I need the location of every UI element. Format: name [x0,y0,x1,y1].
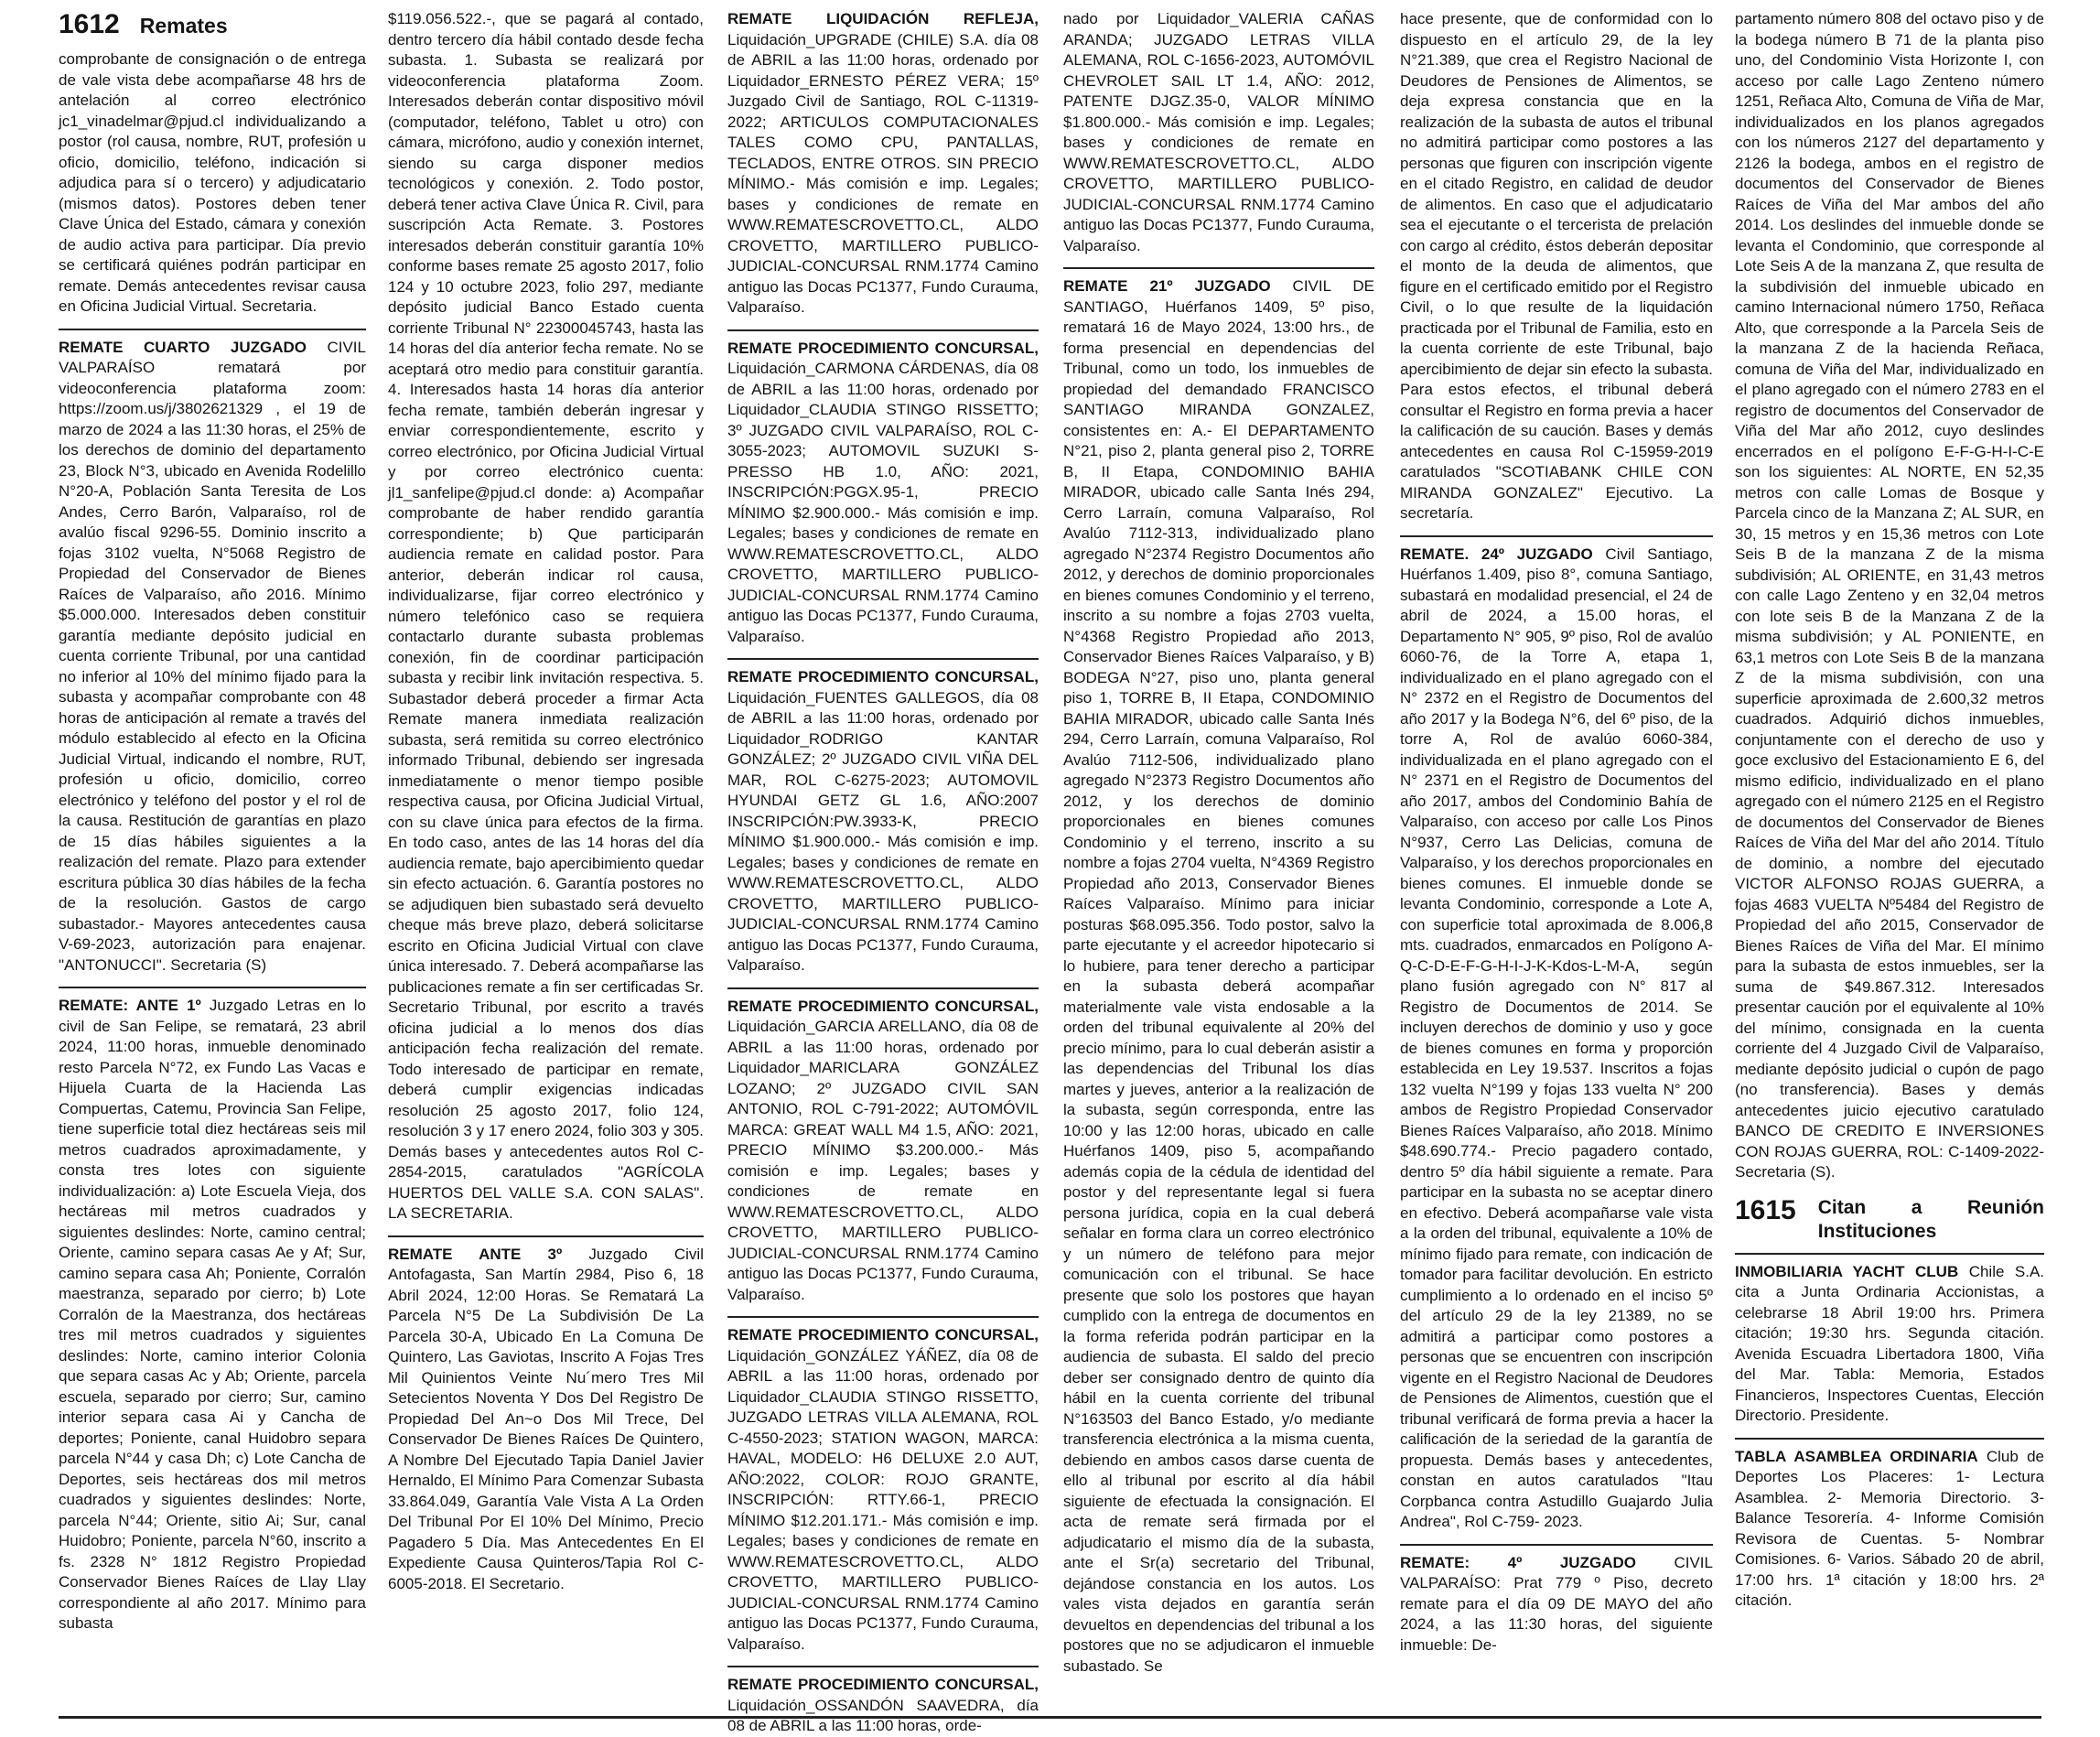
notice-lead: REMATE PROCEDIMIENTO CONCURSAL, [727,668,1039,685]
notice-lead: REMATE. 24º JUZGADO [1400,545,1593,563]
notice-lead: REMATE: 4º JUZGADO [1400,1553,1636,1571]
notice-body: Liquidación_GONZÁLEZ YÁÑEZ, día 08 de ABRIL a las 11:00 horas, ordenado por Liquidador_CLAUDIA STINGO RISSETTO, JUZGADO LETRAS VILLA ALEMANA, ROL C-4550-2023; STATION WAGON, MARCA: HAVAL, MODELO: H6 DELUXE 2.0 AUT, AÑO:2022, COLOR: ROJO GRANTE, INSCRIPCIÓN: RTTY.66-1, PRECIO MÍNIMO $12.201.171.- Más comisión e imp. Legales; bases y condiciones de remate en WWW.REMATESCROVETTO.CL, ALDO CROVETTO, MARTILLERO PUBLICO-JUDICIAL-CONCURSAL RNM.1774 Camino antiguo las Docas PC1377, Fundo Curauma, Valparaíso. [727,1346,1039,1653]
divider [1735,1438,2044,1440]
notice [727,339,1039,648]
section-number: 1612 [59,9,120,39]
notice-lead: REMATE PROCEDIMIENTO CONCURSAL, [727,1326,1039,1343]
notice [1400,1553,1713,1656]
divider [59,987,366,988]
notice [727,997,1039,1306]
bottom-rule [59,1716,2041,1719]
notice-lead: REMATE LIQUIDACIÓN REFLEJA, [727,10,1039,27]
divider [727,329,1039,331]
notice-continuation: comprobante de consignación o de entrega de vale vista debe acompañarse 48 hrs de antelación al correo electrónico jc1_vinadelmar@pjud.cl individualizando a postor (rol causa, nombre, RUT, profesión u oficio, domicilio, teléfono, indicación si adjudica para sí o tercero) y adjudicatario (mismos datos). Postores deben tener Clave Única del Estado, cámara y conexión de audio activa para participar. Día previo se certificará quiénes podrán participar en remate. Demás antecedentes revisar causa en Oficina Judicial Virtual. Secretaria. [59,50,366,315]
section-title: Citan a Reunión Instituciones [1817,1196,2044,1242]
notice-body: Liquidación_FUENTES GALLEGOS, día 08 de ABRIL a las 11:00 horas, ordenado por Liquidador_RODRIGO KANTAR GONZÁLEZ; 2º JUZGADO CIVIL VIÑA DEL MAR, ROL C-6275-2023; AUTOMOVIL HYUNDAI GETZ GL 1.6, AÑO:2007 INSCRIPCIÓN:PW.3933-K, PRECIO MÍNIMO $1.900.000.- Más comisión e imp. Legales; bases y condiciones de remate en WWW.REMATESCROVETTO.CL, ALDO CROVETTO, MARTILLERO PUBLICO-JUDICIAL-CONCURSAL RNM.1774 Camino antiguo las Docas PC1377, Fundo Curauma, Valparaíso. [727,688,1039,974]
divider [727,658,1039,660]
column-4 [1063,9,1374,1710]
column-2 [388,9,704,1710]
column-5 [1400,9,1713,1710]
notice [388,1245,704,1595]
notice-lead: TABLA ASAMBLEA ORDINARIA [1735,1447,1978,1465]
notice-body: Liquidación_UPGRADE (CHILE) S.A. día 08 de ABRIL a las 11:00 horas, ordenado por Liquidador_ERNESTO PÉREZ VERA; 15º Juzgado Civil de Santiago, ROL C-11319-2022; ARTICULOS COMPUTACIONALES TALES COMO CPU, PANTALLAS, TECLADOS, ENTRE OTROS. SIN PRECIO MÍNIMO.- Más comisión e imp. Legales; bases y condiciones de remate en WWW.REMATESCROVETTO.CL, ALDO CROVETTO, MARTILLERO PUBLICO-JUDICIAL-CONCURSAL RNM.1774 Camino antiguo las Docas PC1377, Fundo Curauma, Valparaíso. [727,30,1039,316]
notice-lead: REMATE PROCEDIMIENTO CONCURSAL, [727,997,1039,1015]
divider [1400,1544,1713,1546]
notice [1735,1262,2044,1427]
notice-lead: REMATE: ANTE 1º [59,997,201,1014]
notice [59,996,366,1635]
divider [727,1666,1039,1667]
notice [1735,1447,2044,1612]
column-6 [1735,9,2044,1710]
notice-body: CIVIL DE SANTIAGO, Huérfanos 1409, 5º piso, rematará 16 de Mayo 2024, 13:00 hrs., de forma presencial en dependencias del Tribunal, como un todo, los inmuebles de propiedad del demandado FRANCISCO SANTIAGO MIRANDA GONZALEZ, consistentes en: A.- El DEPARTAMENTO N°21, piso 2, planta general piso 2, TORRE B, II Etapa, CONDOMINIO BAHIA MIRADOR, ubicado calle Santa Inés 294, Cerro Larraín, comuna Valparaíso, Rol Avalúo 7112-313, individualizado plano agregado N°2374 Registro Documentos año 2012, y derechos de dominio proporcionales en bienes comunes Condominio y el terreno, inscrito a su nombre a fojas 2703 vuelta, N°4368 Registro Propiedad año 2013, Conservador Bienes Raíces Valparaíso, y B) BODEGA N°27, piso uno, planta general piso 1, TORRE B, II Etapa, CONDOMINIO BAHIA MIRADOR, ubicado calle Santa Inés 294, Cerro Larraín, comuna Valparaíso, Rol Avalúo 7112-506, individualizado plano agregado N°2373 Registro Documentos año 2012, y los derechos de dominio proporcionales en bienes comunes Condominio y el terreno, inscrito a su nombre a fojas 2704 vuelta, N°4369 Registro Propiedad año 2013, Conservador Bienes Raíces Valparaíso. Mínimo para iniciar posturas $68.095.356. Todo postor, salvo la parte ejecutante y el acreedor hipotecario si lo hubiere, para tener derecho a participar en la subasta deberá acompañar materialmente vale vista endosable a la orden del tribunal equivalente al 20% del precio mínimo, para lo cual deberán asistir a las dependencias del Tribunal los días martes y jueves, anterior a la realización de la subasta, según corresponda, entre las 10:00 y las 12:00 horas, ubicado en calle Huérfanos 1409, piso 5, acompañando además copia de la cédula de identidad del postor y del representante legal si fuera persona jurídica, copia en la cual deberá señalar en forma clara un correo electrónico y un número de teléfono para mejor comunicación con el tribunal. Se hace presente que solo los postores que hayan cumplido con la entrega de documentos en la forma referida podrán participar en la audiencia de subasta. El saldo del precio deber ser consignado dentro de quinto día hábil en la cuenta corriente del tribunal N°163503 del Banco Estado, y/o mediante transferencia electrónica a la misma cuenta, debiendo en ambos casos darse cuenta de ello al tribunal por escrito al día hábil siguiente de efectuada la consignación. El acta de remate será firmada por el adjudicatario el mismo día de la subasta, ante el Sr(a) secretario del Tribunal, dejándose constancia en los autos. Los vales vista dejados en garantía serán devueltos en dependencias del tribunal a los postores que no se adjudicaron el inmueble subastado. Se [1063,277,1374,1675]
notice [59,338,366,976]
section-header [59,9,366,40]
notice-lead: REMATE ANTE 3º [388,1245,563,1263]
divider [727,987,1039,989]
section-number: 1615 [1735,1194,1796,1225]
notice [1063,276,1374,1677]
notice-body: Juzgado Letras en lo civil de San Felipe, se rematará, 23 abril 2024, 11:00 horas, inmueble denominado resto Parcela N°72, ex Fundo Las Vacas e Hijuela Cuarta de la Hacienda Las Compuertas, Catemu, Provincia San Felipe, tiene superficie total diez hectáreas seis mil metros cuadrados aproximadamente, y consta tres lotes con siguiente individualización: a) Lote Escuela Vieja, dos hectáreas mil metros cuadrados y siguientes deslindes: Norte, camino central; Oriente, camino separa casas Ae y Af; Sur, camino separa casa Ah; Poniente, Corralón maestranza, separado por cierro; b) Lote Corralón de la Maestranza, dos hectáreas tres mil metros cuadrados y siguientes deslindes: Norte, camino interior Colonia que separa casas Ac y Ab; Oriente, parcela escuela, separado por cierro; Sur, camino interior separa casa Ai y Cancha de deportes; Poniente, canal Huidobro separa parcela N°44 y casa Dh; c) Lote Cancha de Deportes, seis hectáreas dos mil metros cuadrados y siguientes deslindes: Norte, parcela N°44; Oriente, sitio Ai; Sur, canal Huidobro; Poniente, parcela N°60, inscrito a fs. 2328 N° 1812 Registro Propiedad Conservador Bienes Raíces de Llay Llay correspondiente al año 2017. Mínimo para subasta [59,997,366,1632]
divider [388,1235,704,1237]
divider [1735,1253,2044,1255]
notice-lead: REMATE CUARTO JUZGADO [59,338,307,356]
notice-lead: REMATE 21º JUZGADO [1063,277,1271,295]
notice-lead: INMOBILIARIA YACHT CLUB [1735,1262,1959,1280]
notice-body: Juzgado Civil Antofagasta, San Martín 2984, Piso 6, 18 Abril 2024, 12:00 Horas. Se Rematará La Parcela N°5 De La Subdivisión De La Parcela 30-A, Ubicado En La Comuna De Quintero, Las Gaviotas, Inscrito A Fojas Tres Mil Quinientos Veinte Nu´mero Tres Mil Setecientos Noventa Y Dos Del Registro De Propiedad Del An~o Dos Mil Trece, Del Conservador De Bienes Raíces De Quintero, A Nombre Del Ejecutado Tapia Daniel Javier Hernaldo, El Mínimo Para Comenzar Subasta 33.864.049, Garantía Vale Vista A La Orden Del Tribunal Por El 10% Del Mínimo, Precio Pagadero 5 Día. Mas Antecedentes En El Expediente Causa Quinteros/Tapia Rol C-6005-2018. El Secretario. [388,1245,704,1592]
divider [59,329,366,330]
notice-body: Liquidación_GARCIA ARELLANO, día 08 de ABRIL a las 11:00 horas, ordenado por Liquidador_MARICLARA GONZÁLEZ LOZANO; 2º JUZGADO CIVIL SAN ANTONIO, ROL C-791-2022; AUTOMÓVIL MARCA: GREAT WALL M4 1.5, AÑO: 2021, PRECIO MÍNIMO $3.200.000.- Más comisión e imp. Legales; bases y condiciones de remate en WWW.REMATESCROVETTO.CL, ALDO CROVETTO, MARTILLERO PUBLICO-JUDICIAL-CONCURSAL RNM.1774 Camino antiguo las Docas PC1377, Fundo Curauma, Valparaíso. [727,1018,1039,1303]
divider [727,1316,1039,1318]
notice-lead: REMATE PROCEDIMIENTO CONCURSAL, [727,339,1039,357]
notice [727,1325,1039,1655]
divider [1063,267,1374,269]
notice [727,667,1039,976]
notice-body: CIVIL VALPARAÍSO rematará por videoconferencia plataforma zoom: https://zoom.us/j/3802621329 , el 19 de marzo de 2024 a las 11:30 horas, el 25% de los derechos de dominio del departamento 23, Block N°3, ubicado en Avenida Rodelillo N°20-A, Población Santa Teresita de Los Andes, Cerro Barón, Valparaíso, rol de avalúo fiscal 9296-55. Dominio inscrito a fojas 3102 vuelta, N°5068 Registro de Propiedad del Conservador de Bienes Raíces de Valparaíso, año 2016. Mínimo $5.000.000. Interesados deben constituir garantía mediante depósito judicial en cuenta corriente Tribunal, por una cantidad no inferior al 10% del mínimo fijado para la subasta y acompañar comprobante con 48 horas de anticipación al remate a través del módulo establecido al efecto en la Oficina Judicial Virtual, indicando el nombre, RUT, profesión u oficio, domicilio, correo electrónico y teléfono del postor y el rol de la causa. Restitución de garantías en plazo de 15 días hábiles siguientes a la realización del remate. Plazo para extender escritura pública 30 días hábiles de la fecha de la resolución. Gastos de cargo subastador.- Mayores antecedentes causa V-69-2023, autorización para enajenar. "ANTONUCCI". Secretaria (S) [59,338,366,974]
notice-body: Liquidación_CARMONA CÁRDENAS, día 08 de ABRIL a las 11:00 horas, ordenado por Liquidador_CLAUDIA STINGO RISSETTO; 3º JUZGADO CIVIL VALPARAÍSO, ROL C-3055-2023; AUTOMOVIL SUZUKI S-PRESSO HB 1.0, AÑO: 2021, INSCRIPCIÓN:PGGX.95-1, PRECIO MÍNIMO $2.900.000.- Más comisión e imp. Legales; bases y condiciones de remate en WWW.REMATESCROVETTO.CL, ALDO CROVETTO, MARTILLERO PUBLICO-JUDICIAL-CONCURSAL RNM.1774 Camino antiguo las Docas PC1377, Fundo Curauma, Valparaíso. [727,360,1039,645]
notice-body: Club de Deportes Los Placeres: 1- Lectura Asamblea. 2- Memoria Directorio. 3- Balance Tesorería. 4- Informe Comisión Revisora de Cuentas. 5- Nombrar Comisiones. 6- Varios. Sábado 20 de abril, 17:00 hrs. 1ª citación y 18:00 hrs. 2ª citación. [1735,1447,2044,1609]
notice-body: CIVIL VALPARAÍSO: Prat 779 º Piso, decreto remate para el día 09 DE MAYO del año 2024, a las 11:30 horas, del siguiente inmueble: De- [1400,1553,1713,1654]
notice [727,9,1039,318]
notice-body: Civil Santiago, Huérfanos 1.409, piso 8°, comuna Santiago, subastará en modalidad presencial, el 24 de abril de 2024, a 15.00 horas, el Departamento N° 905, 9º piso, Rol de avalúo 6060-76, de la Torre A, etapa 1, individualizado en el plano agregado con el N° 2372 en el Registro de Documentos del año 2017 y la Bodega N°6, del 6º piso, de la torre A, Rol de avalúo 6060-384, individualizada en el plano agregado con el N° 2371 en el Registro de Documentos del año 2017, ambos del Condominio Bahía de Valparaíso, con acceso por calle Los Pinos N°937, Cerro Las Delicias, comuna de Valparaíso, y los derechos proporcionales en bienes comunes. El inmueble donde se levanta Condominio, corresponde a Lote A, con superficie total aproximada de 8.006,8 mts. cuadrados, enmarcados en Polígono A-Q-C-D-E-F-G-H-I-J-K-Kdos-L-M-A, según plano fusión agregado con N° 817 al Registro de Documentos de 2014. Se incluyen derechos de dominio y uso y goce de bienes comunes en forma y proporción establecida en Ley 19.537. Inscritos a fojas 132 vuelta N°199 y fojas 133 vuelta N° 200 ambos de Registro Propiedad Conservador Bienes Raíces Valparaíso, año 2018. Mínimo $48.690.774.- Precio pagadero contado, dentro 5º día hábil siguiente a remate. Para participar en la subasta no se aceptar dinero en efectivo. Deberá acompañarse vale vista a la orden del tribunal, equivalente a 10% de mínimo fijado para remate, con indicación de tomador para facilitar devolución. En estricto cumplimiento a lo ordenado en el inciso 5º del artículo 29 de la ley 21389, no se admitirá a participar como postores a personas que se encuentren con inscripción vigente en el Registro Nacional de Deudores de Pensiones de Alimentos, cuestión que el tribunal verificará de forma previa a hacer la calificación de la seriedad de la garantía de propuesta. Demás bases y antecedentes, constan en autos caratulados "Itau Corpbanca contra Astudillo Guajardo Julia Andrea", Rol C-759- 2023. [1400,545,1713,1530]
notice-continuation: $119.056.522.-, que se pagará al contado, dentro tercero día hábil contado desde fecha subasta. 1. Subasta se realizará por videoconferencia plataforma Zoom. Interesados deberán contar dispositivo móvil (computador, teléfono, Tablet u otro) con cámara, micrófono, audio y conexión internet, siendo su carga disponer medios tecnológicos y conexión. 2. Todo postor, deberá tener activa Clave Única R. Civil, para suscripción Acta Remate. 3. Postores interesados deberán constituir garantía 10% conforme bases remate 25 agosto 2017, folio 124 y 10 octubre 2023, folio 297, mediante depósito judicial Banco Estado cuenta corriente Tribunal N° 22300045743, hasta las 14 horas del día anterior fecha remate. No se aceptará otro medio para constituir garantía. 4. Interesados hasta 14 horas día anterior fecha remate, también deberán ingresar y enviar correspondientemente, escrito y correo electrónico, por Oficina Judicial Virtual y por correo electrónico cuenta: jl1_sanfelipe@pjud.cl donde: a) Acompañar comprobante de haber rendido garantía correspondiente; b) Que participarán audiencia remate en calidad postor. Para anterior, deberán indicar rol causa, individualizarse, fijar correo electrónico y número telefónico caso se requiera contactarlo durante subasta problemas conexión, fin de coordinar participación subasta y recibir link invitación respectiva. 5. Subastador deberá proceder a firmar Acta Remate manera inmediata realización subasta, será remitida su correo electrónico informado Tribunal, debiendo ser ingresada inmediatamente o menor tiempo posible respectiva causa, por Oficina Judicial Virtual, con su clave única para efectos de la firma. En todo caso, antes de las 14 horas del día audiencia remate, bajo apercibimiento quedar sin efecto actuación. 6. Garantía postores no se adjudiquen bien subastado será devuelto cheque más breve plazo, deberá solicitarse escrito en Oficina Judicial Virtual con clave única interesado. 7. Deberá acompañarse las publicaciones remate a fin ser certificadas Sr. Secretario Tribunal, por escrito a través oficina judicial a lo menos dos días anticipación fecha realización del remate. Todo interesado de participar en remate, deberá cumplir exigencias indicadas resolución 25 agosto 2017, folio 124, resolución 3 y 17 enero 2024, folio 303 y 305. Demás bases y antecedentes autos Rol C-2854-2015, caratulados "AGRÍCOLA HUERTOS DEL VALLE S.A. CON SALAS". LA SECRETARIA. [388,10,704,1222]
notice [1400,545,1713,1533]
column-1 [59,9,366,1710]
notice-body: Chile S.A. cita a Junta Ordinaria Accionistas, a celebrarse 18 Abril 19:00 hrs. Primera citación; 19:30 hrs. Segunda citación. Avenida Escuadra Libertadora 1800, Viña del Mar. Tabla: Memoria, Estados Financieros, Inspectores Cuentas, Elección Directorio. Presidente. [1735,1262,2045,1424]
section-header-2 [1735,1196,2044,1244]
notice-lead: REMATE PROCEDIMIENTO CONCURSAL, [727,1676,1039,1693]
notice-continuation: nado por Liquidador_VALERIA CAÑAS ARANDA; JUZGADO LETRAS VILLA ALEMANA, ROL C-1656-2023, AUTOMÓVIL CHEVROLET SAIL LT 1.4, AÑO: 2012, PATENTE DJGZ.35-0, VALOR MÍNIMO $1.800.000.- Más comisión e imp. Legales; bases y condiciones de remate en WWW.REMATESCROVETTO.CL, ALDO CROVETTO, MARTILLERO PUBLICO-JUDICIAL-CONCURSAL RNM.1774 Camino antiguo las Docas PC1377, Fundo Curauma, Valparaíso. [1063,10,1374,254]
notice-body: Liquidación_OSSANDÓN SAAVEDRA, día 08 de ABRIL a las 11:00 horas, orde- [727,1696,1039,1734]
notice-continuation: partamento número 808 del octavo piso y de la bodega número B 71 de la planta piso uno, del Condominio Vista Horizonte I, con acceso por calle Lago Zenteno número 1251, Reñaca Alto, Comuna de Viña de Mar, individualizados en los planos agregados con los números 2127 del departamento y 2126 la bodega, ambos en el registro de documentos del Conservador de Bienes Raíces de Viña del Mar ambos del año 2014. Los deslindes del inmueble donde se levanta el Condominio, que corresponde al Lote Seis A de la manzana Z, que resulta de la subdivisión del inmueble ubicado en camino Internacional número 1750, Reñaca Alto, que corresponde a la Parcela Seis de la manzana Z de la hacienda Reñaca, comuna de Viña del Mar, individualizado en el plano agregado con el número 2783 en el registro de documentos del Conservador de Viña del Mar año 2012, cuyo deslindes encerrados en el polígono E-F-G-H-I-C-E son los siguientes: AL NORTE, EN 52,35 metros con calle Lomas de Bosque y Parcela cinco de la Manzana Z; AL SUR, en 30, 15 metros y en 15,36 metros con Lote Seis B de la manzana Z de la misma subdivisión; AL ORIENTE, en 31,43 metros con calle Lago Zenteno y en 32,04 metros con lote seis B de la Manzana Z de la misma subdivisión; y AL PONIENTE, en 63,1 metros con Lote Seis B de la manzana Z de la misma subdivisión, con una superficie aproximada de 2.600,32 metros cuadrados. Adquirió dichos inmuebles, conjuntamente con el derecho de uso y goce exclusivo del Estacionamiento E 6, del mismo edificio, individualizado en el plano agregado con el número 2125 en el Registro de documentos del Conservador de Bienes Raíces de Viña del Mar del año 2014. Título de dominio, a nombre del ejecutado VICTOR ALFONSO ROJAS GUERRA, a fojas 4683 VUELTA Nº5484 del Registro de Propiedad del año 2015, Conservador de Bienes Raíces de Viña del Mar. El mínimo para la subasta de estos inmuebles, ser la suma de $49.867.312. Interesados presentar caución por el equivalente al 10% del mínimo, consignada en la cuenta corriente del 4 Juzgado Civil de Valparaíso, mediante depósito judicial o cupón de pago (no transferencia). Bases y demás antecedentes juicio ejecutivo caratulado BANCO DE CREDITO E INVERSIONES CON ROJAS GUERRA, ROL: C-1409-2022- Secretaria (S). [1735,10,2044,1181]
divider [1400,535,1713,537]
notice [727,1675,1039,1737]
notice-continuation: hace presente, que de conformidad con lo dispuesto en el artículo 29, de la ley N°21.389, que crea el Registro Nacional de Deudores de Pensiones de Alimentos, se deja expresa constancia que en la realización de la subasta de autos el tribunal no admitirá participar como postores a las personas que figuren con inscripción vigente en el citado Registro, en calidad de deudor de alimentos. En caso que el adjudicatario sea el ejecutante o el tercerista de prelación con cargo al crédito, éstos deberán depositar el monto de la deuda de alimentos, que figure en el certificado emitido por el Registro Civil, o lo que resulte de la liquidación practicada por el Tribunal de Familia, esto en la cuenta corriente de este Tribunal, bajo apercibimiento de dejar sin efecto la subasta. Para estos efectos, el tribunal deberá consultar el Registro en forma previa a hacer la calificación de su caución. Bases y demás antecedentes en causa Rol C-15959-2019 caratulados "SCOTIABANK CHILE CON MIRANDA GONZALEZ" Ejecutivo. La secretaría. [1400,10,1713,522]
section-title: Remates [139,14,228,38]
column-3 [727,9,1039,1734]
